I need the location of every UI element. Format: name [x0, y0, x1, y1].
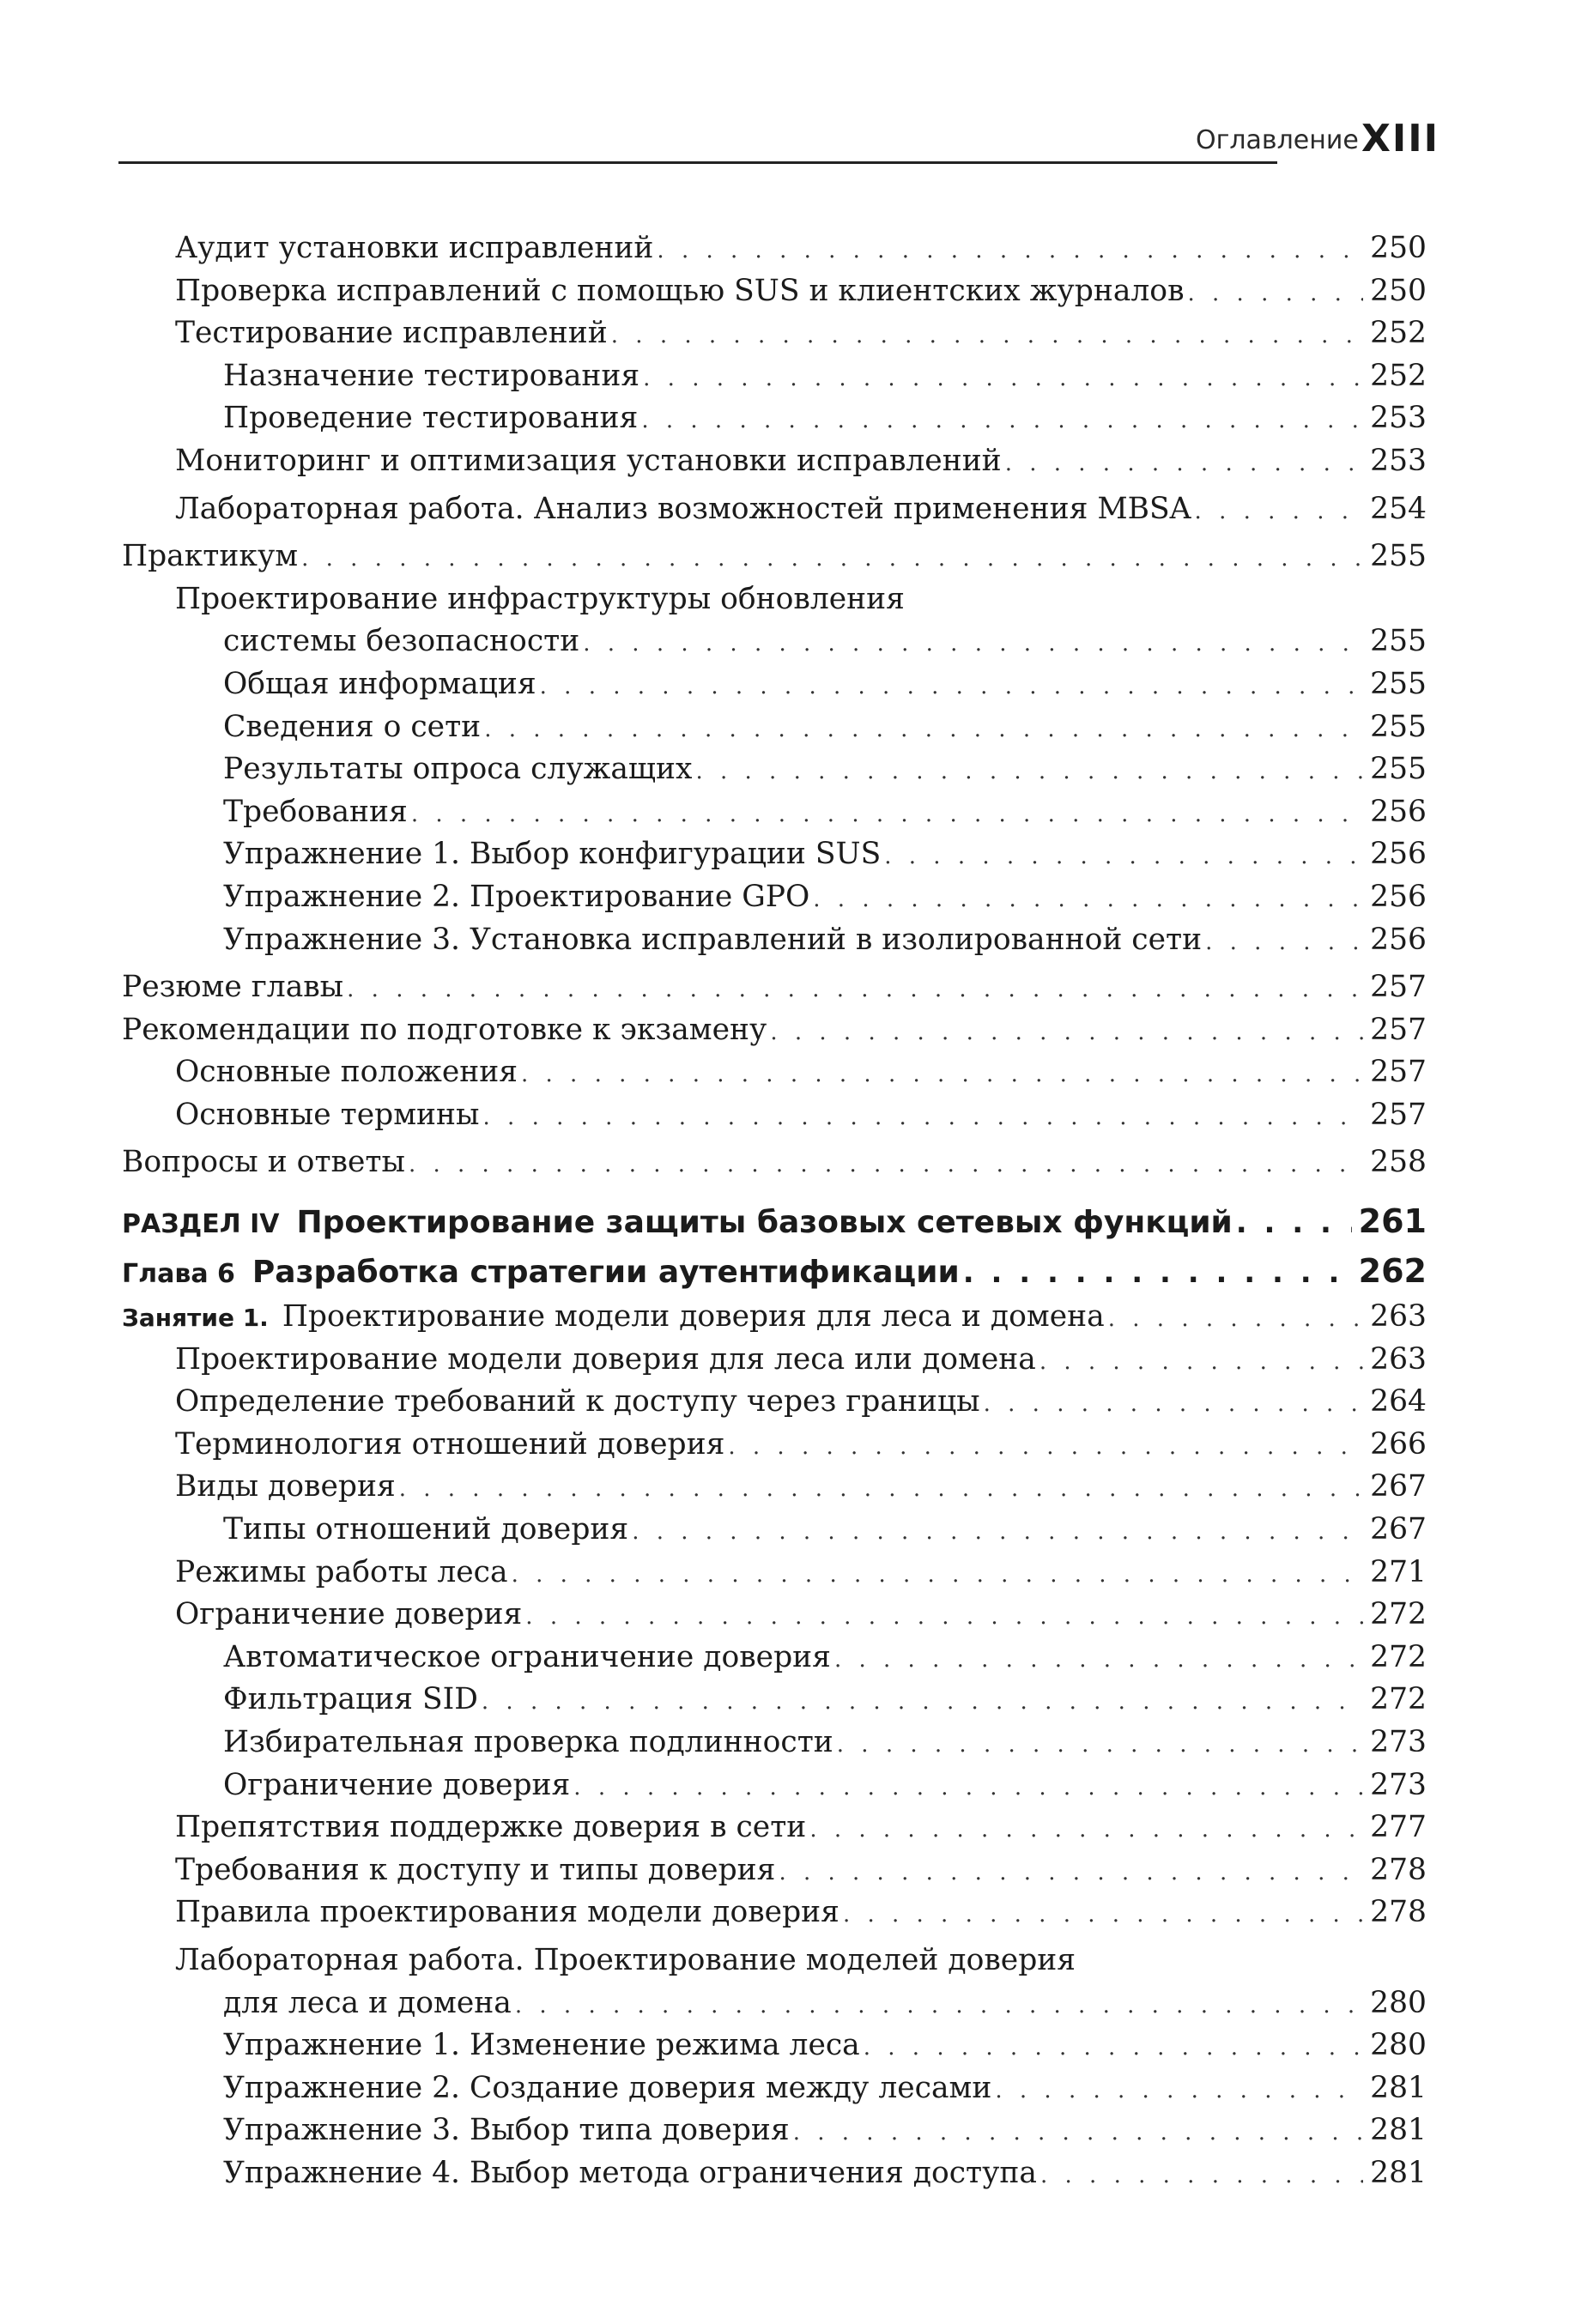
toc-entry: Практикум . . . 255	[122, 536, 1427, 578]
toc-entry: Упражнение 2. Проектирование GPO . . . 256	[122, 876, 1427, 919]
toc-entry: Лабораторная работа. Анализ возможностей применения MBSA . . . 254	[122, 488, 1427, 531]
toc-entry: Основные термины . . . 257	[122, 1094, 1427, 1137]
toc-entry: Типы отношений доверия . . . 267	[122, 1509, 1427, 1552]
toc-entry: Проведение тестирования . . . 253	[122, 397, 1427, 440]
toc-entry: Рекомендации по подготовке к экзамену . . . 257	[122, 1009, 1427, 1052]
header-title: Оглавление	[1196, 125, 1359, 155]
toc-entry: Упражнение 4. Выбор метода ограничения доступа . . . 281	[122, 2152, 1427, 2195]
running-header	[118, 117, 1440, 172]
toc-entry: Избирательная проверка подлинности . . . 273	[122, 1722, 1427, 1764]
toc-entry: Упражнение 1. Изменение режима леса . . . 280	[122, 2024, 1427, 2067]
table-of-contents	[122, 227, 1427, 2195]
toc-entry: Режимы работы леса . . . 271	[122, 1552, 1427, 1595]
toc-entry: Общая информация . . . 255	[122, 663, 1427, 706]
toc-section-heading: РАЗДЕЛ IV Проектирование защиты базовых сетевых функций . . . 261	[122, 1196, 1427, 1246]
toc-entry: Требования . . . 256	[122, 791, 1427, 834]
toc-entry: Мониторинг и оптимизация установки исправлений . . . 253	[122, 440, 1427, 483]
toc-entry: Результаты опроса служащих . . . 255	[122, 748, 1427, 791]
toc-entry: Резюме главы . . . 257	[122, 966, 1427, 1009]
toc-entry: Лабораторная работа. Проектирование моделей доверия	[175, 1942, 1076, 1977]
toc-entry: Упражнение 1. Выбор конфигурации SUS . . . 256	[122, 833, 1427, 876]
toc-entry: Назначение тестирования . . . 252	[122, 355, 1427, 398]
toc-entry: Сведения о сети . . . 255	[122, 706, 1427, 749]
toc-entry: Вопросы и ответы . . . 258	[122, 1141, 1427, 1184]
toc-entry: Тестирование исправлений . . . 252	[122, 312, 1427, 355]
toc-entry: Проектирование модели доверия для леса или домена . . . 263	[122, 1339, 1427, 1382]
toc-entry: Терминология отношений доверия . . . 266	[122, 1424, 1427, 1467]
toc-entry: для леса и домена . . . 280	[122, 1982, 1427, 2025]
toc-entry: Проектирование инфраструктуры обновления	[175, 581, 905, 616]
toc-entry: Правила проектирования модели доверия . . . 278	[122, 1891, 1427, 1934]
toc-entry: Ограничение доверия . . . 272	[122, 1594, 1427, 1637]
toc-entry: Определение требований к доступу через границы . . . 264	[122, 1381, 1427, 1424]
toc-entry: Виды доверия . . . 267	[122, 1466, 1427, 1509]
toc-entry: Ограничение доверия . . . 273	[122, 1764, 1427, 1807]
header-rule	[118, 161, 1277, 164]
toc-entry: Основные положения . . . 257	[122, 1051, 1427, 1094]
header-page-number: XIII	[1361, 117, 1440, 160]
toc-entry: Упражнение 3. Выбор типа доверия . . . 281	[122, 2109, 1427, 2152]
toc-chapter-heading: Глава 6 Разработка стратегии аутентификации . . . 262	[122, 1246, 1427, 1296]
toc-entry: Упражнение 3. Установка исправлений в изолированной сети . . . 256	[122, 919, 1427, 962]
toc-entry: Автоматическое ограничение доверия . . . 272	[122, 1637, 1427, 1679]
toc-entry: Препятствия поддержке доверия в сети . . . 277	[122, 1807, 1427, 1849]
toc-entry: Фильтрация SID . . . 272	[122, 1679, 1427, 1722]
toc-entry: Требования к доступу и типы доверия . . . 278	[122, 1849, 1427, 1892]
toc-entry: Упражнение 2. Создание доверия между лесами . . . 281	[122, 2067, 1427, 2110]
toc-entry: системы безопасности . . . 255	[122, 620, 1427, 663]
toc-entry: Аудит установки исправлений . . . 250	[122, 227, 1427, 270]
toc-entry: Проверка исправлений с помощью SUS и клиентских журналов . . . 250	[122, 270, 1427, 313]
toc-entry: Занятие 1. Проектирование модели доверия для леса и домена . . . 263	[122, 1296, 1427, 1339]
